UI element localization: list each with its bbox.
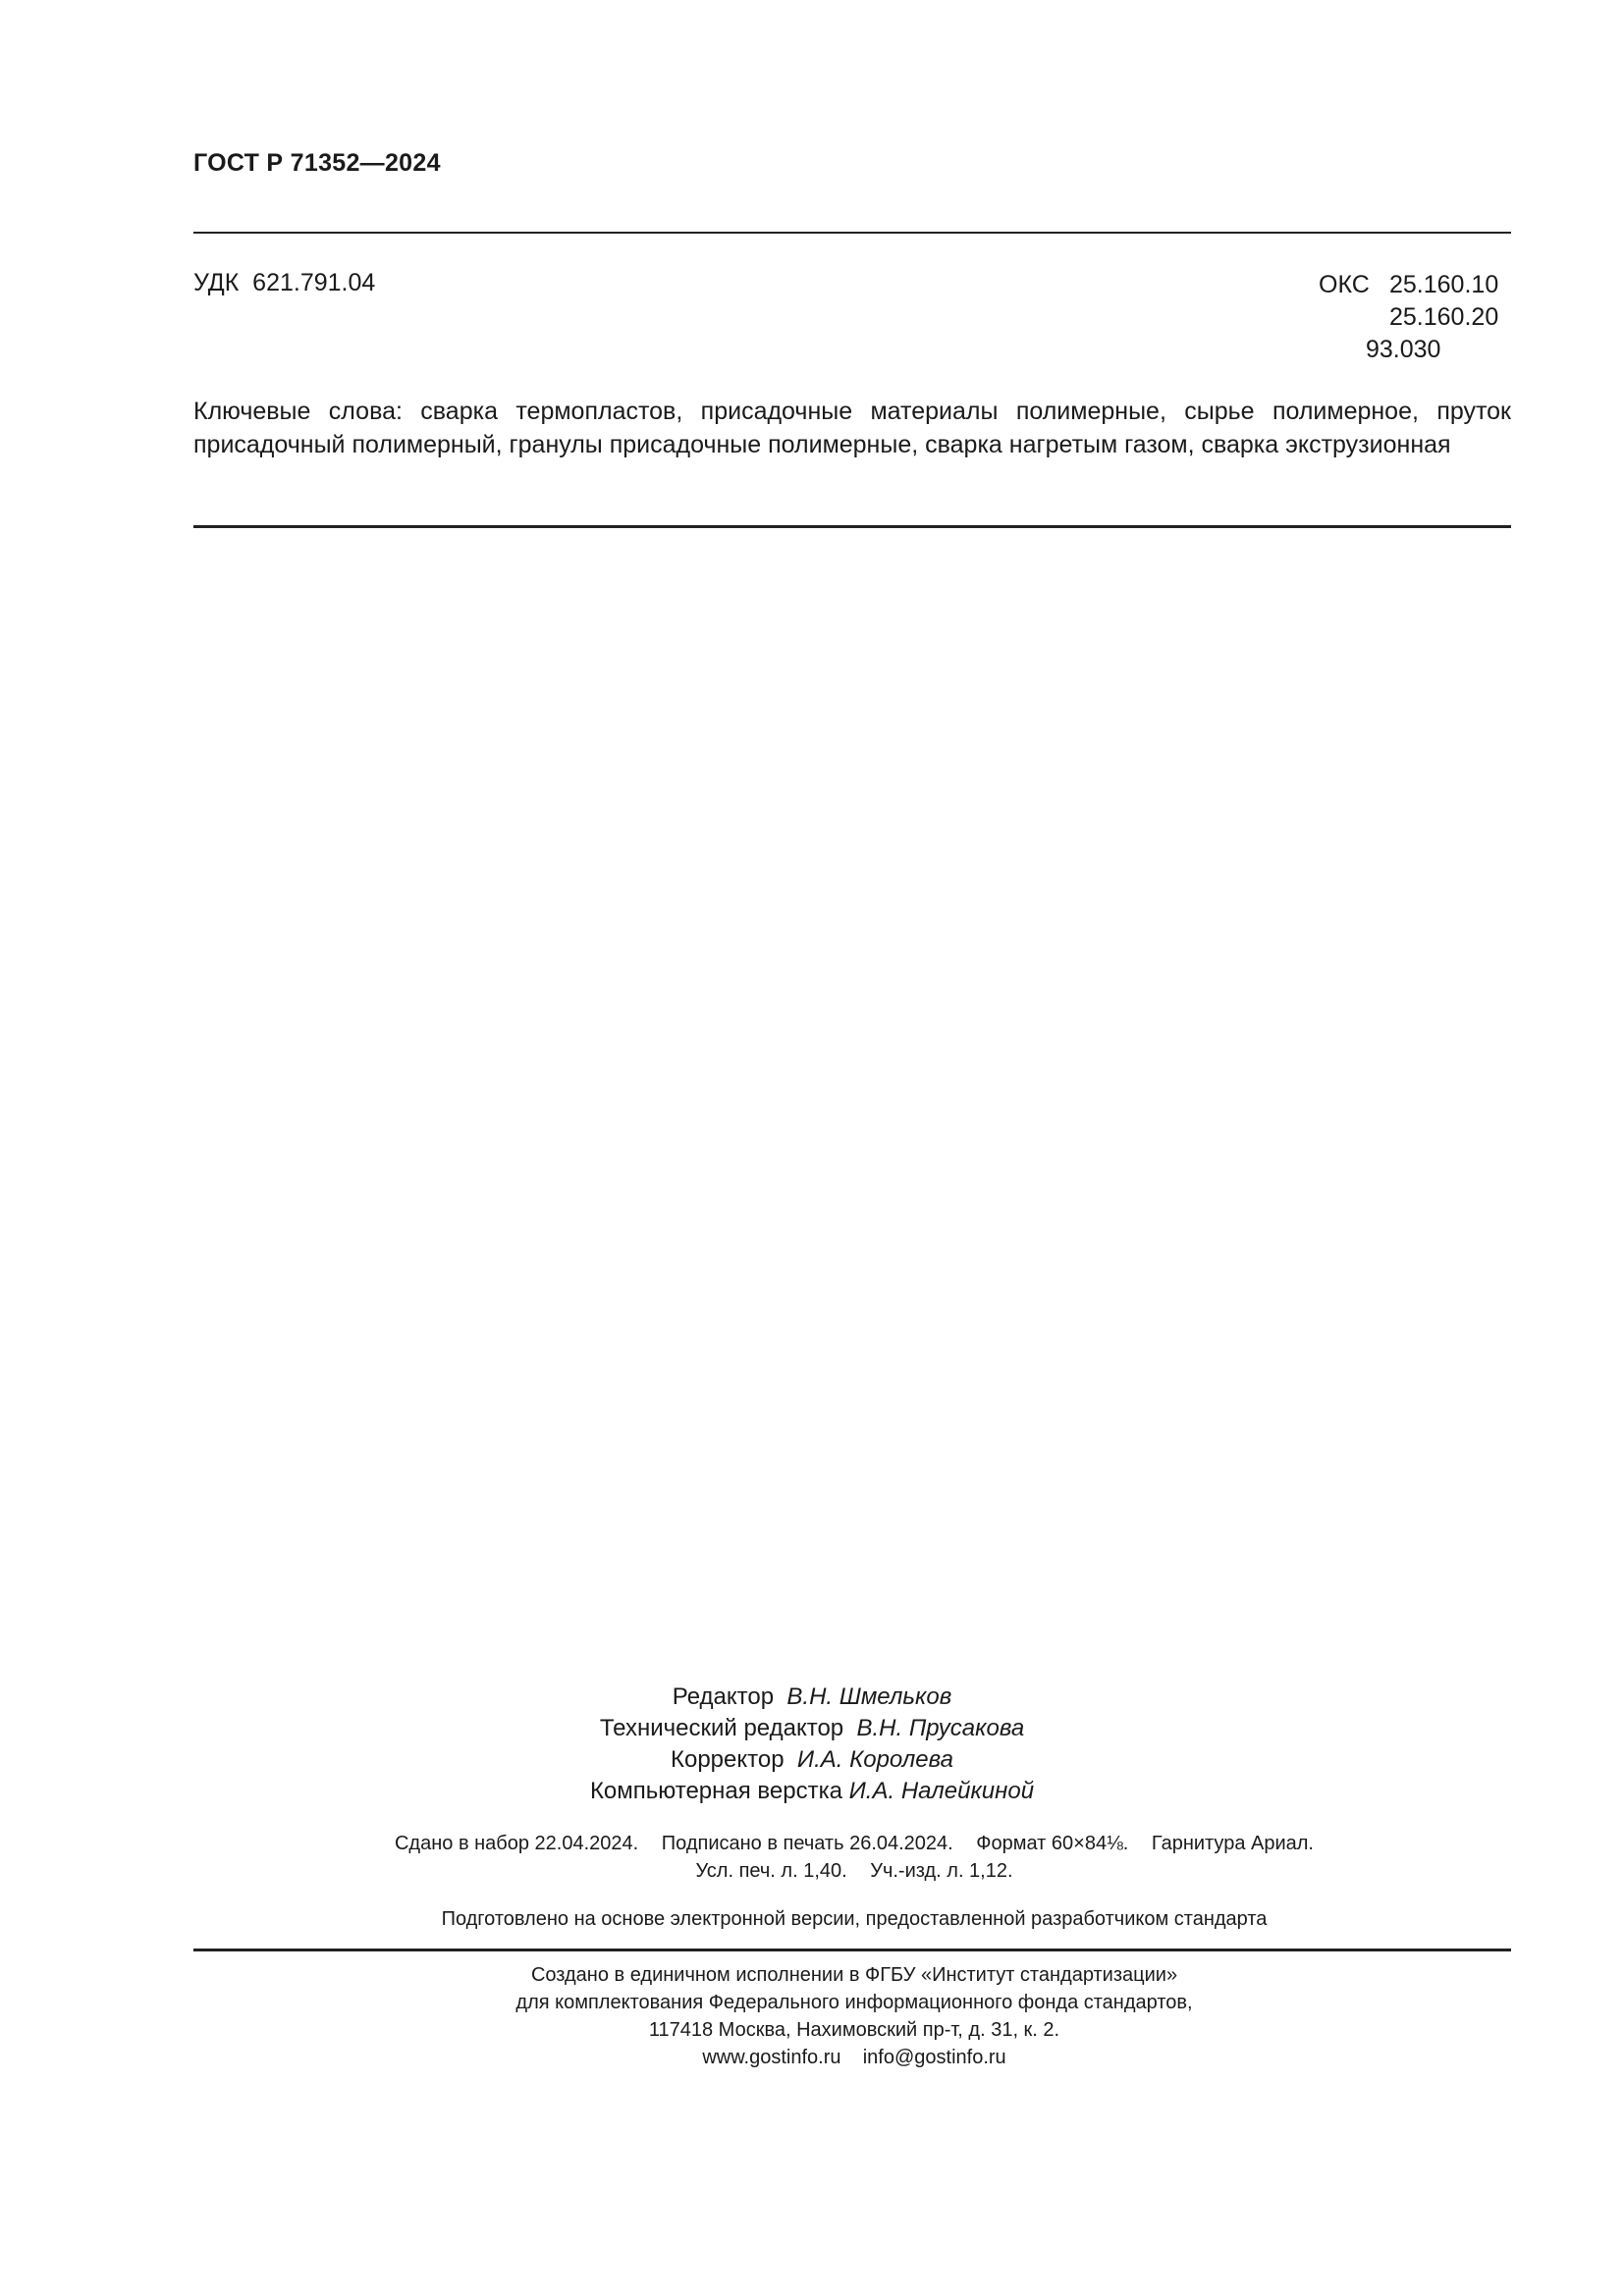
oks-label: ОКС [1319, 271, 1370, 298]
credit-person: В.Н. Шмельков [786, 1683, 952, 1710]
oks-block [1319, 269, 1498, 366]
publisher-block [0, 1961, 1624, 2071]
credits-block [0, 1682, 1624, 1807]
keywords-divider [193, 525, 1511, 528]
top-divider [193, 232, 1511, 234]
udc-value: 621.791.04 [252, 269, 376, 296]
print-info-block [0, 1830, 1624, 1885]
credit-person: И.А. Налейкиной [848, 1778, 1035, 1804]
submitted-date: Сдано в набор 22.04.2024. [394, 1833, 639, 1854]
credit-layout [0, 1776, 1624, 1807]
oks-value-2: 25.160.20 [1389, 303, 1499, 331]
print-sheets: Усл. печ. л. 1,40. [695, 1860, 847, 1882]
keywords-paragraph: Ключевые слова: сварка термопластов, присадочные материалы полимерные, сырье полимерное, пруток присадочный полимерный, гранулы присадочные полимерные, сварка нагретым газом, сварка экструзионная [193, 398, 1511, 458]
udc-block [193, 269, 375, 297]
credit-tech-editor [0, 1713, 1624, 1744]
credit-role: Компьютерная верстка [589, 1778, 842, 1804]
oks-value-1: 25.160.10 [1389, 271, 1499, 298]
print-info-line-2 [0, 1857, 1624, 1885]
udc-label: УДК [193, 269, 240, 296]
prepared-note: Подготовлено на основе электронной версии, предоставленной разработчиком стандарта [441, 1908, 1268, 1930]
oks-row-3 [1319, 334, 1498, 366]
publisher-contacts [0, 2044, 1624, 2071]
footer-divider [193, 1949, 1511, 1951]
website-link[interactable]: www.gostinfo.ru [702, 2047, 841, 2068]
credit-role: Редактор [672, 1683, 775, 1710]
credit-role: Корректор [671, 1746, 785, 1773]
standard-code: ГОСТ Р 71352—2024 [193, 149, 441, 177]
oks-row-2 [1319, 301, 1498, 334]
typeface: Гарнитура Ариал. [1151, 1833, 1314, 1854]
paper-format: Формат 60×84⅛. [976, 1833, 1129, 1854]
publisher-line-1: Создано в единичном исполнении в ФГБУ «Институт стандартизации» [530, 1964, 1178, 1986]
publisher-address: 117418 Москва, Нахимовский пр-т, д. 31, к. 2. [648, 2019, 1060, 2041]
credit-proofreader [0, 1744, 1624, 1776]
print-info-line-1 [0, 1830, 1624, 1857]
credit-person: В.Н. Прусакова [856, 1715, 1025, 1741]
signed-date: Подписано в печать 26.04.2024. [661, 1833, 953, 1854]
credit-editor [0, 1682, 1624, 1713]
credit-role: Технический редактор [599, 1715, 844, 1741]
email-link[interactable]: info@gostinfo.ru [862, 2047, 1006, 2068]
credit-person: И.А. Королева [796, 1746, 953, 1773]
publisher-line-2: для комплектования Федерального информационного фонда стандартов, [515, 1992, 1193, 2013]
oks-row-1 [1319, 269, 1498, 301]
edition-sheets: Уч.-изд. л. 1,12. [870, 1860, 1013, 1882]
oks-value-3: 93.030 [1366, 336, 1441, 363]
